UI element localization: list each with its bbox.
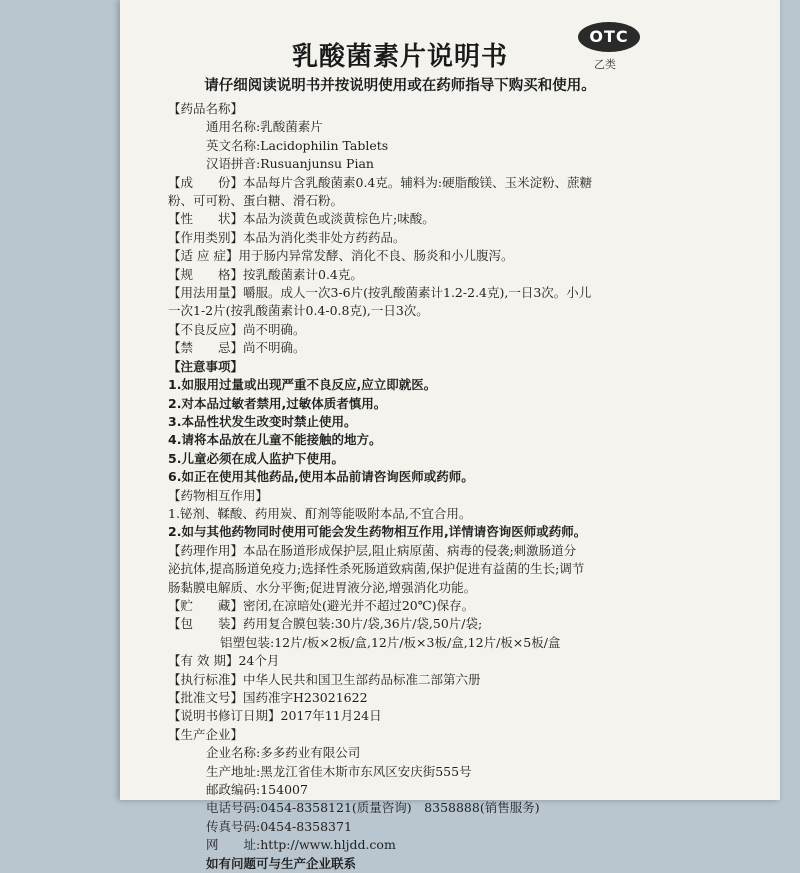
- precaution-item: 6.如正在使用其他药品,使用本品前请咨询医师或药师。: [168, 469, 474, 485]
- composition-line-1: 【成 份】本品每片含乳酸菌素0.4克。辅料为:硬脂酸镁、玉米淀粉、蔗糖: [168, 174, 593, 190]
- approval-number: 【批准文号】国药准字H23021622: [168, 690, 368, 705]
- manufacturer-fax: 传真号码:0454-8358371: [206, 818, 352, 834]
- storage: 【贮 藏】密闭,在凉暗处(避光并不超过20℃)保存。: [168, 597, 475, 613]
- pharmacology-line-3: 肠黏膜电解质、水分平衡;促进胃液分泌,增强消化功能。: [168, 579, 477, 595]
- manufacturer-name: 企业名称:多多药业有限公司: [206, 745, 361, 761]
- manufacturer-postcode: 邮政编码:154007: [206, 782, 308, 798]
- validity: 【有 效 期】24个月: [168, 653, 280, 669]
- drug-category: 【作用类别】本品为消化类非处方药药品。: [168, 229, 406, 245]
- english-name: 英文名称:Lacidophilin Tablets: [206, 137, 389, 153]
- otc-badge: OTC: [578, 22, 640, 52]
- contraindications: 【禁 忌】尚不明确。: [168, 340, 306, 356]
- package-line-2: 铝塑包装:12片/板×2板/盒,12片/板×3板/盒,12片/板×5板/盒: [220, 634, 561, 650]
- precaution-item: 3.本品性状发生改变时禁止使用。: [168, 413, 357, 429]
- character: 【性 状】本品为淡黄色或淡黄棕色片;味酸。: [168, 211, 435, 227]
- usage-line-2: 一次1-2片(按乳酸菌素计0.4-0.8克),一日3次。: [168, 303, 429, 319]
- adverse-reactions: 【不良反应】尚不明确。: [168, 321, 306, 337]
- composition-line-2: 粉、可可粉、蛋白糖、滑石粉。: [168, 193, 344, 209]
- precaution-item: 5.儿童必须在成人监护下使用。: [168, 450, 344, 466]
- page-title: 乳酸菌素片说明书: [291, 42, 508, 72]
- package-line-1: 【包 装】药用复合膜包装:30片/袋,36片/袋,50片/袋;: [168, 616, 483, 632]
- otc-category: 乙类: [594, 58, 616, 71]
- revision-date: 【说明书修订日期】2017年11月24日: [168, 708, 382, 724]
- manufacturer-heading: 【生产企业】: [168, 726, 244, 742]
- manufacturer-website: 网 址:http://www.hljdd.com: [206, 837, 396, 853]
- drug-name-heading: 【药品名称】: [168, 101, 244, 116]
- generic-name: 通用名称:乳酸菌素片: [206, 119, 323, 135]
- interaction-item: 2.如与其他药物同时使用可能会发生药物相互作用,详情请咨询医师或药师。: [168, 524, 587, 540]
- executive-standard: 【执行标准】中华人民共和国卫生部药品标准二部第六册: [168, 671, 481, 687]
- page-subtitle: 请仔细阅读说明书并按说明使用或在药师指导下购买和使用。: [204, 78, 596, 94]
- pharmacology-line-2: 泌抗体,提高肠道免疫力;选择性杀死肠道致病菌,保护促进有益菌的生长;调节: [168, 561, 585, 577]
- precaution-item: 1.如服用过量或出现严重不良反应,应立即就医。: [168, 377, 437, 393]
- precaution-item: 2.对本品过敏者禁用,过敏体质者慎用。: [168, 395, 387, 411]
- contact-note: 如有问题可与生产企业联系: [206, 855, 357, 871]
- pharmacology-line-1: 【药理作用】本品在肠道形成保护层,阻止病原菌、病毒的侵袭;刺激肠道分: [168, 542, 577, 558]
- manufacturer-address: 生产地址:黑龙江省佳木斯市东风区安庆街555号: [206, 763, 472, 779]
- precaution-item: 4.请将本品放在儿童不能接触的地方。: [168, 432, 382, 448]
- precautions-heading: 【注意事项】: [168, 358, 244, 374]
- indication: 【适 应 症】用于肠内异常发酵、消化不良、肠炎和小儿腹泻。: [168, 248, 514, 264]
- manufacturer-phone: 电话号码:0454-8358121(质量咨询) 8358888(销售服务): [206, 800, 540, 816]
- specification: 【规 格】按乳酸菌素计0.4克。: [168, 266, 363, 282]
- pinyin-name: 汉语拼音:Rusuanjunsu Pian: [206, 156, 374, 172]
- interaction-item: 1.铋剂、鞣酸、药用炭、酊剂等能吸附本品,不宜合用。: [168, 505, 472, 521]
- interactions-heading: 【药物相互作用】: [168, 487, 269, 503]
- usage-line-1: 【用法用量】嚼服。成人一次3-6片(按乳酸菌素计1.2-2.4克),一日3次。小儿: [168, 285, 592, 301]
- leaflet-body: [168, 100, 638, 873]
